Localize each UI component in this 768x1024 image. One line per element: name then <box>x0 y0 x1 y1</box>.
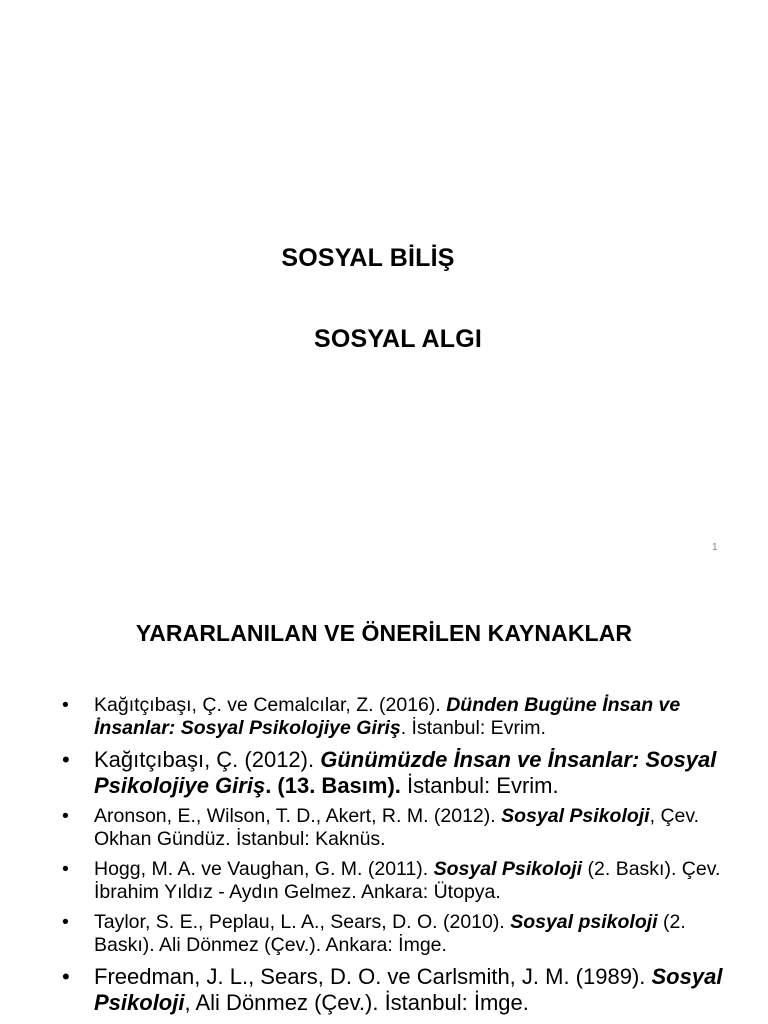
bullet-icon: • <box>62 911 69 933</box>
reference-authors: Hogg, M. A. ve Vaughan, G. M. (2011). <box>94 858 434 880</box>
reference-title: Günümüzde İnsan ve İnsanlar: Sosyal Psikolojiye Giriş <box>94 747 717 798</box>
slide-title-main: SOSYAL BİLİŞ <box>281 244 455 272</box>
reference-authors: Aronson, E., Wilson, T. D., Akert, R. M. (2012). <box>94 805 502 827</box>
references-title: YARARLANILAN VE ÖNERİLEN KAYNAKLAR <box>135 620 633 646</box>
reference-title: Sosyal Psikoloji <box>501 805 650 827</box>
reference-authors: Kağıtçıbaşı, Ç. (2012). <box>94 747 321 772</box>
reference-authors: Taylor, S. E., Peplau, L. A., Sears, D. O. (2010). <box>94 911 511 933</box>
reference-publisher: (2. Baskı). Çev. İbrahim Yıldız - Aydın Gelmez. Ankara: Ütopya. <box>94 858 721 903</box>
reference-item <box>62 747 742 799</box>
reference-item <box>62 694 742 740</box>
reference-publisher: . İstanbul: Evrim. <box>400 717 546 739</box>
bullet-icon: • <box>62 805 69 827</box>
reference-item <box>62 858 742 904</box>
reference-publisher: İstanbul: Evrim. <box>400 773 559 798</box>
reference-list <box>62 694 742 1022</box>
reference-title: Sosyal Psikoloji <box>94 964 723 1015</box>
reference-authors: Kağıtçıbaşı, Ç. ve Cemalcılar, Z. (2016). <box>94 694 447 716</box>
slide-references <box>0 576 768 1024</box>
reference-publisher: , Çev. Okhan Gündüz. İstanbul: Kaknüs. <box>94 805 700 850</box>
reference-item <box>62 964 742 1016</box>
bullet-icon: • <box>62 858 69 880</box>
bullet-icon: • <box>62 694 69 716</box>
reference-publisher: (2. Baskı). Ali Dönmez (Çev.). Ankara: İmge. <box>94 911 686 956</box>
slide-subtitle: SOSYAL ALGI <box>314 325 482 353</box>
reference-title: Dünden Bugüne İnsan ve İnsanlar: Sosyal Psikolojiye Giriş <box>94 694 681 739</box>
page-number: 1 <box>712 542 718 553</box>
reference-publisher: , Ali Dönmez (Çev.). İstanbul: İmge. <box>184 990 529 1015</box>
reference-authors: Freedman, J. L., Sears, D. O. ve Carlsmith, J. M. (1989). <box>94 964 652 989</box>
reference-item <box>62 911 742 957</box>
bullet-icon: • <box>62 747 70 772</box>
reference-title: Sosyal Psikoloji <box>433 858 583 880</box>
reference-item <box>62 805 742 851</box>
reference-edition: . (13. Basım). <box>265 773 401 798</box>
bullet-icon: • <box>62 964 70 989</box>
reference-title: Sosyal psikoloji <box>510 911 658 933</box>
